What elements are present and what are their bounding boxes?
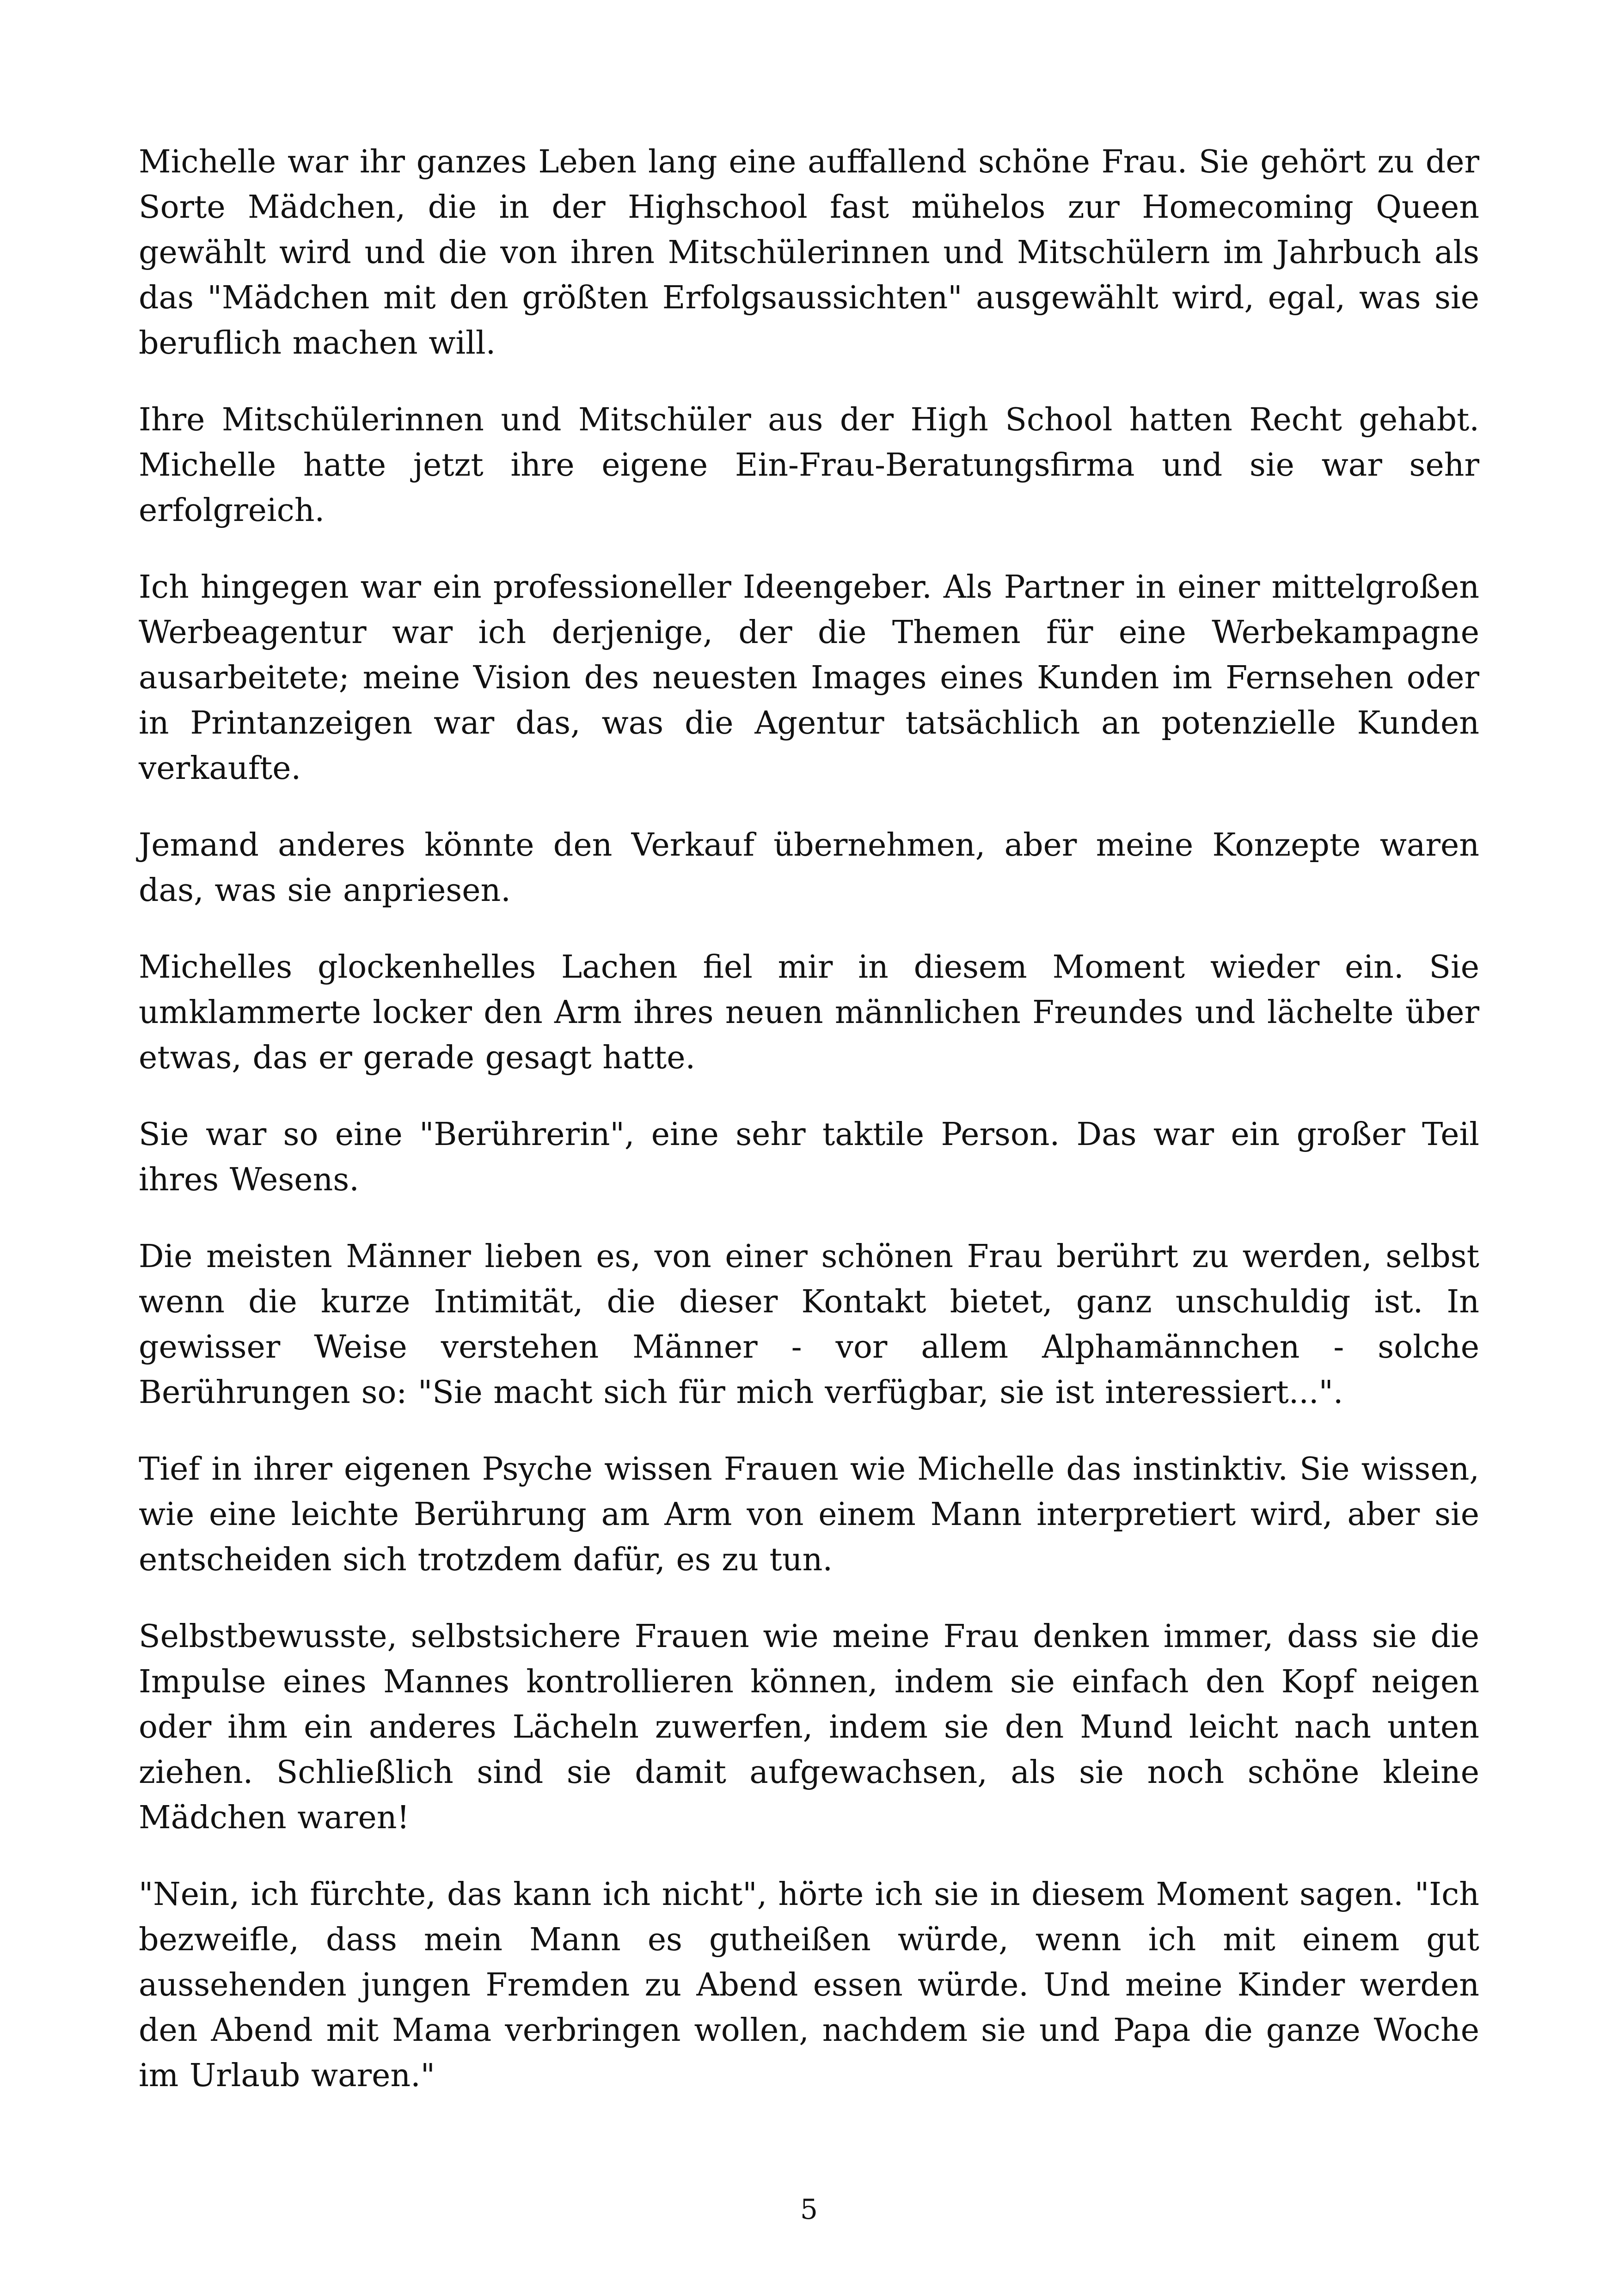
body-text	[139, 140, 1479, 2130]
paragraph-5: Michelles glockenhelles Lachen fiel mir in diesem Moment wieder ein. Sie umklammerte locker den Arm ihres neuen männlichen Freundes und lächelte über etwas, das er gerade gesagt hatte.	[139, 949, 1479, 1076]
paragraph-4: Jemand anderes könnte den Verkauf übernehmen, aber meine Konzepte waren das, was sie anpriesen.	[139, 827, 1479, 909]
paragraph-3: Ich hingegen war ein professioneller Ideengeber. Als Partner in einer mittelgroßen Werbeagentur war ich derjenige, der die Themen für eine Werbekampagne ausarbeitete; meine Vision des neuesten Images eines Kunden im Fernsehen oder in Printanzeigen war das, was die Agentur tatsächlich an potenzielle Kunden verkaufte.	[139, 569, 1479, 787]
paragraph-2: Ihre Mitschülerinnen und Mitschüler aus der High School hatten Recht gehabt. Michelle hatte jetzt ihre eigene Ein-Frau-Beratungsfirma und sie war sehr erfolgreich.	[139, 402, 1479, 529]
paragraph-7: Die meisten Männer lieben es, von einer schönen Frau berührt zu werden, selbst wenn die kurze Intimität, die dieser Kontakt bietet, ganz unschuldig ist. In gewisser Weise verstehen Männer - vor allem Alphamännchen - solche Berührungen so: "Sie macht sich für mich verfügbar, sie ist interessiert...".	[139, 1238, 1479, 1411]
paragraph-8: Tief in ihrer eigenen Psyche wissen Frauen wie Michelle das instinktiv. Sie wissen, wie eine leichte Berührung am Arm von einem Mann interpretiert wird, aber sie entscheiden sich trotzdem dafür, es zu tun.	[139, 1451, 1479, 1578]
page-number: 5	[800, 2193, 818, 2226]
paragraph-6: Sie war so eine "Berührerin", eine sehr taktile Person. Das war ein großer Teil ihres Wesens.	[139, 1116, 1479, 1198]
paragraph-9: Selbstbewusste, selbstsichere Frauen wie meine Frau denken immer, dass sie die Impulse eines Mannes kontrollieren können, indem sie einfach den Kopf neigen oder ihm ein anderes Lächeln zuwerfen, indem sie den Mund leicht nach unten ziehen. Schließlich sind sie damit aufgewachsen, als sie noch schöne kleine Mädchen waren!	[139, 1618, 1479, 1836]
paragraph-10: "Nein, ich fürchte, das kann ich nicht", hörte ich sie in diesem Moment sagen. "Ich bezweifle, dass mein Mann es gutheißen würde, wenn ich mit einem gut aussehenden jungen Fremden zu Abend essen würde. Und meine Kinder werden den Abend mit Mama verbringen wollen, nachdem sie und Papa die ganze Woche im Urlaub waren."	[139, 1876, 1479, 2094]
paragraph-1: Michelle war ihr ganzes Leben lang eine auffallend schöne Frau. Sie gehört zu der Sorte Mädchen, die in der Highschool fast mühelos zur Homecoming Queen gewählt wird und die von ihren Mitschülerinnen und Mitschülern im Jahrbuch als das "Mädchen mit den größten Erfolgsaussichten" ausgewählt wird, egal, was sie beruflich machen will.	[139, 144, 1479, 361]
